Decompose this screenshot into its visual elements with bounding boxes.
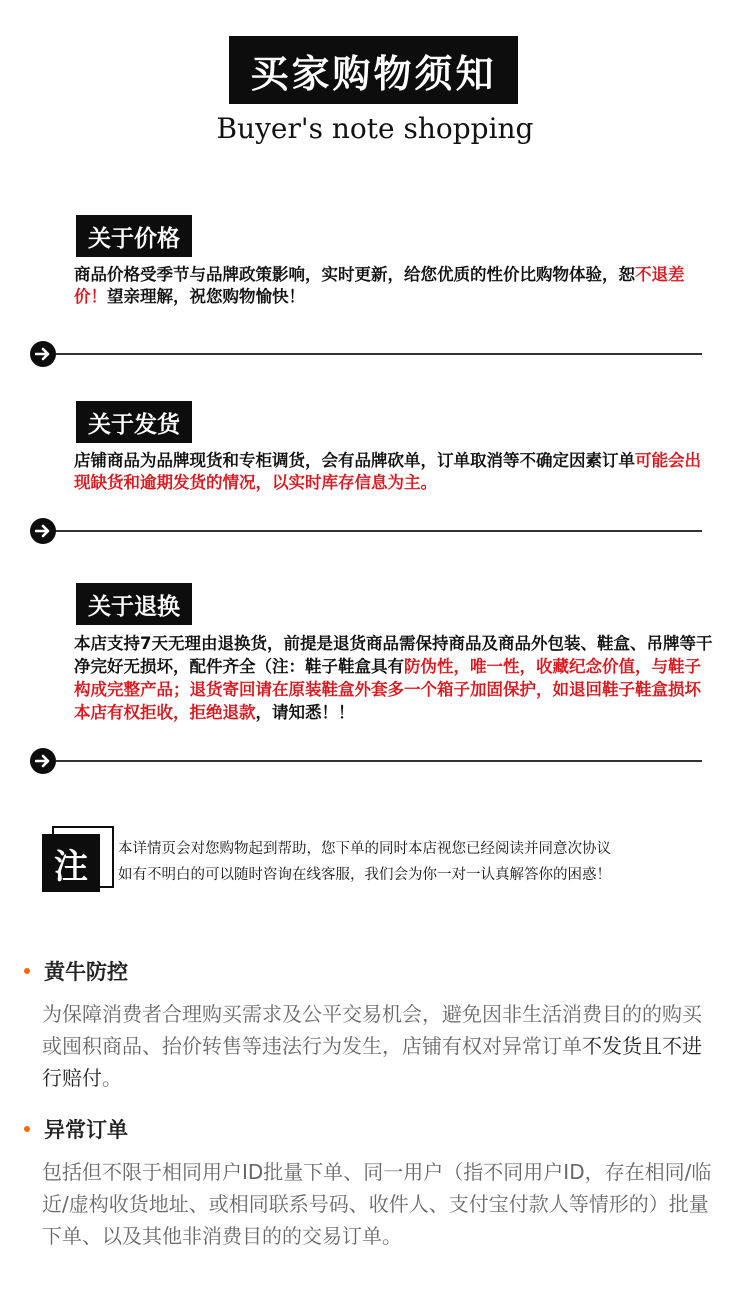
section-text-returns	[74, 632, 714, 724]
section-divider	[30, 341, 702, 367]
note-line-2: 如有不明白的可以随时咨询在线客服，我们会为你一对一认真解答你的困惑！	[118, 867, 611, 883]
shipping-text-2: 可能会出现缺货和逾期发货的情况，以实时库存信息为主。	[74, 451, 701, 492]
returns-text-1: 本店支持7天无理由退换货，前提是退货商品需保持商品及商品外包装、鞋盒、吊牌等干净完好无损坏，配件齐全（注：鞋子鞋盒具有	[74, 634, 713, 676]
price-text-4: 望亲理解，祝您购物愉快！	[107, 287, 305, 306]
arrow-right-circle-icon	[30, 748, 56, 774]
note-badge	[42, 826, 112, 894]
page-subtitle: Buyer's note shopping	[216, 112, 534, 145]
policy-title-text: 黄牛防控	[44, 960, 128, 984]
section-text-shipping	[74, 450, 714, 494]
policy-title-abnormal	[24, 1114, 128, 1144]
policy-text-b: 不发货且不进行赔付	[42, 1034, 702, 1090]
price-text-2: 恕	[618, 265, 635, 284]
section-divider	[30, 748, 702, 774]
section-label-shipping: 关于发货	[76, 401, 192, 443]
section-label-returns: 关于退换	[76, 583, 192, 625]
section-label-price: 关于价格	[76, 215, 192, 257]
note-text	[118, 836, 728, 888]
policy-title-text: 异常订单	[44, 1118, 128, 1142]
note-line-1: 本详情页会对您购物起到帮助，您下单的同时本店视您已经阅读并同意次协议	[118, 841, 611, 857]
note-badge-text: 注	[42, 834, 100, 892]
price-text-1: 商品价格受季节与品牌政策影响，实时更新，给您优质的性价比购物体验，	[74, 265, 619, 284]
policy-text-abnormal: 包括但不限于相同用户ID批量下单、同一用户（指不同用户ID，存在相同/临近/虚构收货地址、或相同联系号码、收件人、支付宝付款人等情形的）批量下单、以及其他非消费目的的交易订单。	[42, 1160, 712, 1248]
price-text-3: 不退差价！	[74, 265, 685, 306]
returns-text-2: 防伪性，唯一性，收藏纪念价值，与鞋子构成完整产品；退货寄回请在原装鞋盒外套多一个箱子加固保护，如退回鞋子鞋盒损坏本店有权拒收，拒绝退款	[74, 657, 701, 722]
page-title: 买家购物须知	[250, 51, 497, 96]
policy-text-a: 为保障消费者合理购买需求及公平交易机会，避免因非生活消费目的的购买或囤积商品、抬价转售等违法行为发生，店铺有权对异常订单	[42, 1002, 702, 1058]
arrow-right-circle-icon	[30, 518, 56, 544]
policy-title-scalper	[24, 956, 128, 986]
page-title-box	[229, 36, 518, 104]
shipping-text-1: 店铺商品为品牌现货和专柜调货，会有品牌砍单，订单取消等不确定因素订单	[74, 451, 635, 470]
section-text-price	[74, 264, 714, 308]
policy-text-scalper	[42, 998, 714, 1094]
arrow-right-circle-icon	[30, 341, 56, 367]
policy-text-c: 。	[102, 1066, 122, 1090]
section-divider	[30, 518, 702, 544]
returns-text-3: ，请知悉！！	[255, 703, 355, 722]
bullet-dot-icon	[24, 1126, 30, 1132]
bullet-dot-icon	[24, 968, 30, 974]
